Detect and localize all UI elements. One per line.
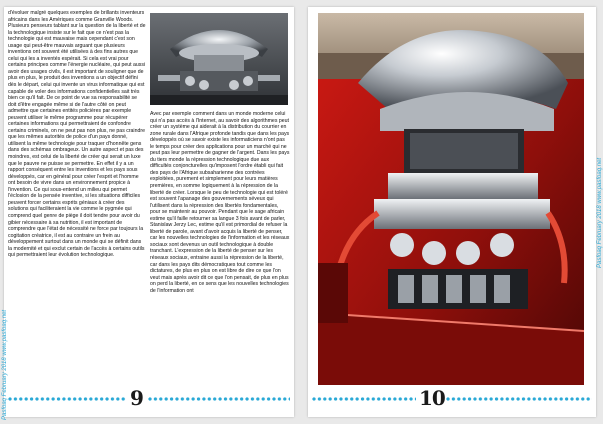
hot-rod-engine-photo [318, 13, 584, 385]
left-page [4, 7, 294, 417]
page-number-10: 10 [419, 386, 445, 410]
left-page-footer [4, 388, 294, 410]
dot-rule-left-a [8, 397, 126, 401]
page-number-9: 9 [130, 386, 143, 410]
dot-rule-right-a [312, 397, 416, 401]
dot-rule-right-b [446, 397, 592, 401]
article-text-column-2: Avec par exemple comment dans un monde moderne celui qui n'a pas accès à l'Internet, au savoir des algorithmes peut créer un système qui aiderait à la distribution du courrier en zone rurale dans l'Afrique profonde tandis que dans les pays développés où se savoir existe les informaticiens n'ont pas le temps pour créer des applications pour un marché qui ne peut pas leur permettre de gagner de l'argent. Dans les pays du tiers monde la répression technologique due aux difficultés conjoncturelles qu'imposent l'ordre établi qui fait des pays de l'Afrique subsaharienne des contrées exploitées, purement et simplement pour leurs matières premières, en somme logiquement à la répression de la liberté de créer. Lorsque le peu de technologie qui est toléré est souvent l'apanage des gouvernements séveux qui l'utilisent dans la répression des libertés fondamentales, pour se maintenir au pouvoir. Pendant que le sage africain estime qu'il faille retourner sa langue 3 fois avant de parler, Stanislaw Jerzy Lec, estime qu'il est primordial de refuser la liberté de parole, avant d'avoir acquis la liberté de penser, car les nouvelles technologies de l'information et les réseaux sociaux sont devenus un outil technologique à double tranchant. L'expression de la liberté de penser sur les réseaux sociaux, entraine aussi la répression de la liberté, car dans les pays dits démocratiques tout comme les dictatures, de plus en plus on est libre de dire ce que l'on veut mais après avoir dit ce que l'on pensait, de plus en plus on perd la liberté, en ce sens que les nouvelles technologies de l'information ont [150, 111, 290, 294]
article-text-column-1: d'évoluer malgré quelques exemples de brillants inventeurs africains dans les Amériques comme Granville Woods. Plusieurs penseurs tablant sur la question de la liberté et de la technologique insiste sur le fait que ce n'est pas la technologie qui est mauvaise mais cependant c'est son usage qui peut-être mauvais arguant que plusieurs inventions ont souvent été utilisées à des fins autres que celui qui les a inventés espérait. Si cela est vrai pour certains principes comme l'énergie nucléaire, qui peut aussi avoir des usages civils, il est important de souligner que de plus en plus, le produit des inventions a un objectif défini dès le départ, celui qui invente un virus informatique qui est capable de voler des informations confidentielles sait très bien ce qu'il fait. De ce point de vue sa responsabilité se doit d'être engagée même si de l'autre côté on peut admettre que certaines entités policières par exemple peuvent utiliser le même programme pour récupérer certaines informations qui permettraient de confondre certains criminels, on ne peut pas non plus, ne pas craindre que les mêmes autorités de police d'un pays donné, utilisent la même technologie pour traquer d'honnête gens dans des schémas ombrageux. Un autre aspect et pas des moindres, est celui de la liberté de créer qui serait un luxe que le pauvre ne puisse se permettre. En effet il y a un rapport conséquent entre les inventions et les pays sous développés, car en général pour créer l'esprit et l'homme ont besoin de vivre dans un environnement propice à l'invention. Ce qui sous-entend un milieu qui permet l'éclosion de la pensée inventive, si les situations difficiles peuvent forcer certains esprits géniaux à créer des solutions qui faciliteraient la vie comme le pygmée qui comprend quel genre de piège il doit tendre pour avoir du gibier nécessaire à sa nutrition, il est important de comprendre que l'état de nécessité ne force par toujours la cogitation créatrice, il est au contraire un frein au développement surtout dans un monde qui se définit dans la modernité et qui exclut certain de l'accès à certains outils qui permettraient leur évolution technologique. [8, 10, 146, 259]
hot-rod-engine-drawing [318, 13, 584, 385]
article-column-2 [150, 111, 290, 379]
article-column-1 [8, 10, 146, 378]
engine-thumbnail-drawing [150, 13, 288, 105]
right-sidebar-credit: Pasfoaq February 2018 www.pasfoaq.net [597, 157, 603, 268]
right-page-footer [308, 388, 596, 410]
right-page [308, 7, 596, 417]
left-sidebar-credit: Pasfoaq February 2018 www.pasfoaq.net [2, 309, 8, 420]
engine-thumbnail-image [150, 13, 288, 105]
dot-rule-left-b [148, 397, 290, 401]
